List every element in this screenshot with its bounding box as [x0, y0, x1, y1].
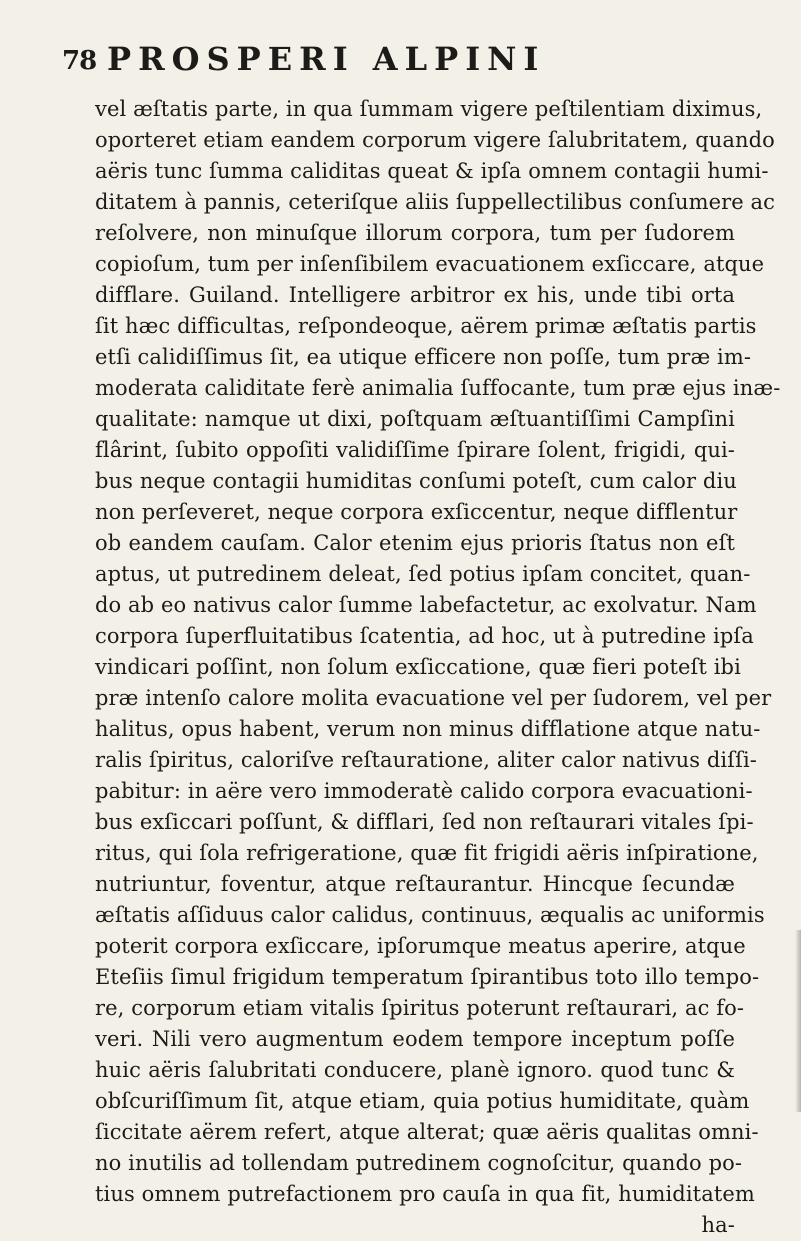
text-line: etſi calidiſſimus ſit, ea utique efficere non poſſe, tum præ im-	[95, 345, 752, 369]
body-text	[95, 94, 781, 1241]
text-line: Eteſiis ſimul frigidum temperatum ſpirantibus toto illo tempo-	[95, 965, 760, 989]
text-line: æſtatis aſſiduus calor calidus, continuus, æqualis ac uniformis	[95, 903, 765, 927]
text-line: tius omnem putrefactionem pro cauſa in qua fit, humiditatem	[95, 1182, 755, 1206]
text-line: bus neque contagii humiditas conſumi poteſt, cum calor diu	[95, 469, 737, 493]
text-line: nutriuntur, foventur, atque reſtaurantur. Hincque ſecundæ	[95, 872, 735, 896]
text-line: ſit hæc difficultas, reſpondeoque, aërem primæ æſtatis partis	[95, 314, 757, 338]
text-line: qualitate: namque ut dixi, poſtquam æſtuantiſſimi Campſini	[95, 407, 735, 431]
text-line: flârint, ſubito oppoſiti validiſſime ſpirare ſolent, frigidi, qui-	[95, 438, 735, 462]
text-line: do ab eo nativus calor ſumme labefactetur, ac exolvatur. Nam	[95, 593, 757, 617]
text-line: ritus, qui ſola refrigeratione, quæ fit frigidi aëris inſpiratione,	[95, 841, 759, 865]
text-line: ditatem à pannis, ceteriſque aliis ſuppellectilibus conſumere ac	[95, 190, 776, 214]
text-line: aëris tunc ſumma caliditas queat & ipſa omnem contagii humi-	[95, 159, 769, 183]
page-number: 78	[62, 46, 97, 76]
text-line: huic aëris ſalubritati conducere, planè ignoro. quod tunc &	[95, 1058, 735, 1082]
text-line: difflare. Guiland. Intelligere arbitror ex his, unde tibi orta	[95, 283, 735, 307]
page-header	[62, 40, 762, 84]
text-line: copioſum, tum per inſenſibilem evacuationem exſiccare, atque	[95, 252, 765, 276]
text-line: non perſeveret, neque corpora exſiccentur, neque difflentur	[95, 500, 738, 524]
text-line: aptus, ut putredinem deleat, ſed potius ipſam concitet, quan-	[95, 562, 751, 586]
running-head: PROSPERI ALPINI	[107, 40, 546, 78]
text-line: vel æſtatis parte, in qua ſummam vigere peſtilentiam diximus,	[95, 97, 763, 121]
text-line: ob eandem cauſam. Calor etenim ejus prioris ſtatus non eſt	[95, 531, 735, 555]
text-line: pabitur: in aëre vero immoderatè calido corpora evacuationi-	[95, 779, 753, 803]
text-line: ſiccitate aërem refert, atque alterat; quæ aëris qualitas omni-	[95, 1120, 759, 1144]
text-line: bus exſiccari poſſunt, & difflari, ſed non reſtaurari vitales ſpi-	[95, 810, 754, 834]
text-line: oporteret etiam eandem corporum vigere ſalubritatem, quando	[95, 128, 775, 152]
text-line: vindicari poſſint, non ſolum exſiccatione, quæ fieri poteſt ibi	[95, 655, 741, 679]
text-line: moderata caliditate ferè animalia ſuffocante, tum præ ejus inæ-	[95, 376, 781, 400]
text-line: corpora ſuperfluitatibus ſcatentia, ad hoc, ut à putredine ipſa	[95, 624, 754, 648]
text-line: poterit corpora exſiccare, ipſorumque meatus aperire, atque	[95, 934, 746, 958]
text-line: no inutilis ad tollendam putredinem cognoſcitur, quando po-	[95, 1151, 743, 1175]
text-line: reſolvere, non minuſque illorum corpora, tum per ſudorem	[95, 221, 735, 245]
text-line: præ intenſo calore molita evacuatione vel per ſudorem, vel per	[95, 686, 772, 710]
text-line: veri. Nili vero augmentum eodem tempore inceptum poſſe	[95, 1027, 735, 1051]
page-edge-shadow	[795, 930, 801, 1112]
text-line: ralis ſpiritus, caloriſve reſtauratione, aliter calor nativus diſſi-	[95, 748, 757, 772]
catchword: ha-	[701, 1213, 735, 1237]
text-line: re, corporum etiam vitalis ſpiritus poterunt reſtaurari, ac fo-	[95, 996, 745, 1020]
text-line: halitus, opus habent, verum non minus difflatione atque natu-	[95, 717, 761, 741]
text-line: obſcuriſſimum ſit, atque etiam, quia potius humiditate, quàm	[95, 1089, 750, 1113]
